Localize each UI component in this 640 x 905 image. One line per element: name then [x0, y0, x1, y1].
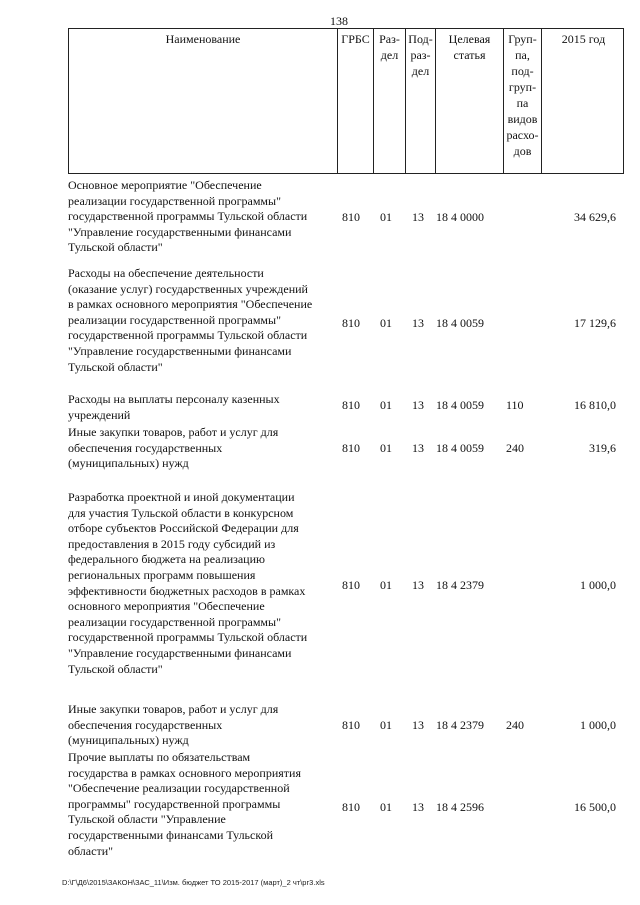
- row-name: Разработка проектной и иной документации для участия Тульской области в конкурсном отборе субъектов Российской Федерации для предоставления в 2015 году субсидий из федерального бюджета на реализацию региональных программ повышения эффективности бюджетных расходов в рамках основного мероприятия "Обеспечение реализации государственной программы" государственной программы Тульской области "Управление государственными финансами Тульской области": [68, 490, 308, 676]
- header-name: Наименование: [165, 32, 241, 46]
- table-row: [68, 702, 624, 750]
- row-razdel: 01: [380, 578, 392, 592]
- row-grbs: 810: [342, 210, 360, 224]
- row-celevaya: 18 4 0000: [436, 210, 484, 224]
- header-celevaya: Целевая статья: [435, 29, 503, 173]
- row-celevaya: 18 4 2379: [436, 718, 484, 732]
- page-number: 138: [330, 14, 348, 28]
- row-podrazdel: 13: [412, 718, 424, 732]
- header-razdel: Раз- дел: [373, 29, 405, 173]
- row-vid: 240: [506, 718, 524, 732]
- file-path-footer: D:\Г\Д6\2015\ЗАКОН\ЗАС_11\Изм. бюджет ТО 2015-2017 (март)_2 чт\рг3.xls: [62, 878, 325, 887]
- table-row: [68, 266, 624, 378]
- row-podrazdel: 13: [412, 800, 424, 814]
- row-amount: 1 000,0: [580, 718, 616, 732]
- row-podrazdel: 13: [412, 210, 424, 224]
- row-podrazdel: 13: [412, 316, 424, 330]
- row-razdel: 01: [380, 718, 392, 732]
- table-row: [68, 750, 624, 862]
- row-amount: 17 129,6: [574, 316, 616, 330]
- row-grbs: 810: [342, 441, 360, 455]
- row-celevaya: 18 4 0059: [436, 441, 484, 455]
- header-podrazdel: Под- раз- дел: [405, 29, 435, 173]
- header-grbs: ГРБС: [337, 29, 373, 173]
- table-row: [68, 425, 624, 473]
- table-header: [68, 28, 624, 174]
- row-grbs: 810: [342, 578, 360, 592]
- row-razdel: 01: [380, 316, 392, 330]
- row-razdel: 01: [380, 398, 392, 412]
- row-razdel: 01: [380, 210, 392, 224]
- row-vid: 240: [506, 441, 524, 455]
- row-name: Основное мероприятие "Обеспечение реализации государственной программы" государственной программы Тульской области "Управление государственными финансами Тульской области": [68, 178, 308, 255]
- table-row: [68, 392, 624, 424]
- row-podrazdel: 13: [412, 398, 424, 412]
- row-grbs: 810: [342, 800, 360, 814]
- table-row: [68, 490, 624, 682]
- row-name: Иные закупки товаров, работ и услуг для обеспечения государственных (муниципальных) нужд: [68, 425, 279, 471]
- row-grbs: 810: [342, 398, 360, 412]
- row-celevaya: 18 4 0059: [436, 316, 484, 330]
- row-name: Иные закупки товаров, работ и услуг для обеспечения государственных (муниципальных) нужд: [68, 702, 279, 748]
- row-podrazdel: 13: [412, 441, 424, 455]
- row-celevaya: 18 4 2379: [436, 578, 484, 592]
- row-vid: 110: [506, 398, 524, 412]
- row-razdel: 01: [380, 441, 392, 455]
- row-podrazdel: 13: [412, 578, 424, 592]
- row-amount: 34 629,6: [574, 210, 616, 224]
- row-grbs: 810: [342, 316, 360, 330]
- row-amount: 1 000,0: [580, 578, 616, 592]
- table-row: [68, 178, 624, 258]
- row-amount: 16 500,0: [574, 800, 616, 814]
- header-year: 2015 год: [541, 29, 625, 173]
- row-razdel: 01: [380, 800, 392, 814]
- row-name: Прочие выплаты по обязательствам государства в рамках основного мероприятия "Обеспечение реализации государственной программы" государственной программы Тульской области "Управление государственными финансами Тульской области": [68, 750, 301, 858]
- row-celevaya: 18 4 0059: [436, 398, 484, 412]
- header-vid: Груп- па, под- груп- па видов расхо- дов: [503, 29, 541, 173]
- row-name: Расходы на выплаты персоналу казенных учреждений: [68, 392, 280, 422]
- row-name: Расходы на обеспечение деятельности (оказание услуг) государственных учреждений в рамках основного мероприятия "Обеспечение реализации государственной программы" государственной программы Тульской области "Управление государственными финансами Тульской области": [68, 266, 313, 374]
- row-celevaya: 18 4 2596: [436, 800, 484, 814]
- row-amount: 319,6: [589, 441, 616, 455]
- row-grbs: 810: [342, 718, 360, 732]
- row-amount: 16 810,0: [574, 398, 616, 412]
